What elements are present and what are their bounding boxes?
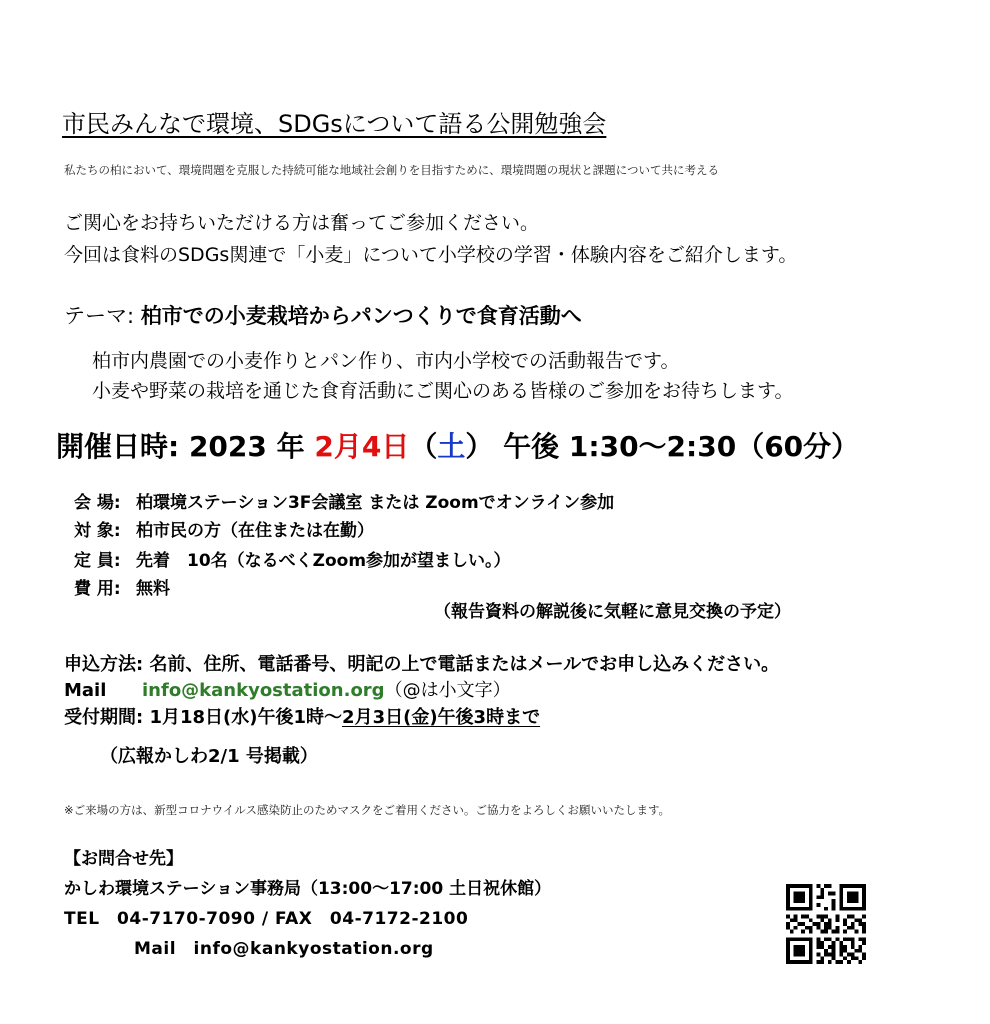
datetime-weekday: 土 xyxy=(437,430,466,463)
detail-key: 会 場: xyxy=(74,493,121,513)
contact-heading: 【お問合せ先】 xyxy=(64,849,183,869)
datetime-year: 2023 年 xyxy=(188,430,305,463)
detail-value: 先着 10名（なるべくZoom参加が望ましい。） xyxy=(136,551,511,571)
detail-venue xyxy=(74,488,614,513)
contact-office: かしわ環境ステーション事務局（13:00～17:00 土日祝休館） xyxy=(64,879,552,899)
mail-label: Mail xyxy=(64,680,107,701)
intro-line-1: ご関心をお持ちいただける方は奮ってご参加ください。 xyxy=(64,212,540,234)
theme xyxy=(64,300,582,330)
detail-value: 柏環境ステーション3F会議室 または Zoomでオンライン参加 xyxy=(136,493,615,513)
qr-code-icon[interactable] xyxy=(786,884,866,964)
subtitle: 私たちの柏において、環境問題を克服した持続可能な地域社会創りを目指すために、環境問題の現状と課題について共に考える xyxy=(64,163,720,177)
mask-notice: ※ご来場の方は、新型コロナウイルス感染防止のためマスクをご着用ください。ご協力をよろしくお願いいたします。 xyxy=(64,803,671,817)
datetime-label: 開催日時: xyxy=(56,430,180,463)
application-method: 申込方法: 名前、住所、電話番号、明記の上で電話またはメールでお申し込みください。 xyxy=(64,654,780,675)
period-start: 1月18日(水)午後1時～ xyxy=(149,707,343,728)
detail-key: 対 象: xyxy=(74,521,121,541)
detail-capacity xyxy=(74,546,511,571)
theme-label: テーマ: xyxy=(64,304,135,328)
detail-target xyxy=(74,516,374,541)
description-line-1: 柏市内農園での小麦作りとパン作り、市内小学校での活動報告です。 xyxy=(92,350,680,372)
period-end: 2月3日(金)午後3時まで xyxy=(342,707,541,728)
datetime-time: 午後 1:30～2:30（60分） xyxy=(503,430,860,463)
datetime-close-paren: ） xyxy=(465,430,494,463)
note: （報告資料の解説後に気軽に意見交換の予定） xyxy=(434,602,791,622)
detail-fee xyxy=(74,574,170,599)
intro-line-2: 今回は食料のSDGs関連で「小麦」について小学校の学習・体験内容をご紹介します。 xyxy=(64,244,798,266)
page-title: 市民みんなで環境、SDGsについて語る公開勉強会 xyxy=(62,110,607,138)
mail-note: （@は小文字） xyxy=(384,680,511,701)
event-datetime xyxy=(56,425,859,465)
description-line-2: 小麦や野菜の栽培を通じた食育活動にご関心のある皆様のご参加をお待ちします。 xyxy=(92,380,794,402)
application-period xyxy=(64,703,540,729)
datetime-date: 2月4日 xyxy=(314,430,410,463)
contact-phone: TEL 04-7170-7090 / FAX 04-7172-2100 xyxy=(64,909,469,929)
theme-text: 柏市での小麦栽培からパンつくりで食育活動へ xyxy=(140,304,582,328)
datetime-open-paren: （ xyxy=(409,430,438,463)
detail-value: 柏市民の方（在住または在勤） xyxy=(136,521,374,541)
period-label: 受付期間: xyxy=(64,707,144,728)
detail-value: 無料 xyxy=(136,579,170,599)
contact-mail: Mail info@kankyostation.org xyxy=(134,939,434,959)
detail-key: 定 員: xyxy=(74,551,121,571)
application-mail xyxy=(64,676,511,702)
mail-address-link[interactable]: info@kankyostation.org xyxy=(142,680,385,701)
publicity-note: （広報かしわ2/1 号掲載） xyxy=(100,746,318,767)
detail-key: 費 用: xyxy=(74,579,121,599)
